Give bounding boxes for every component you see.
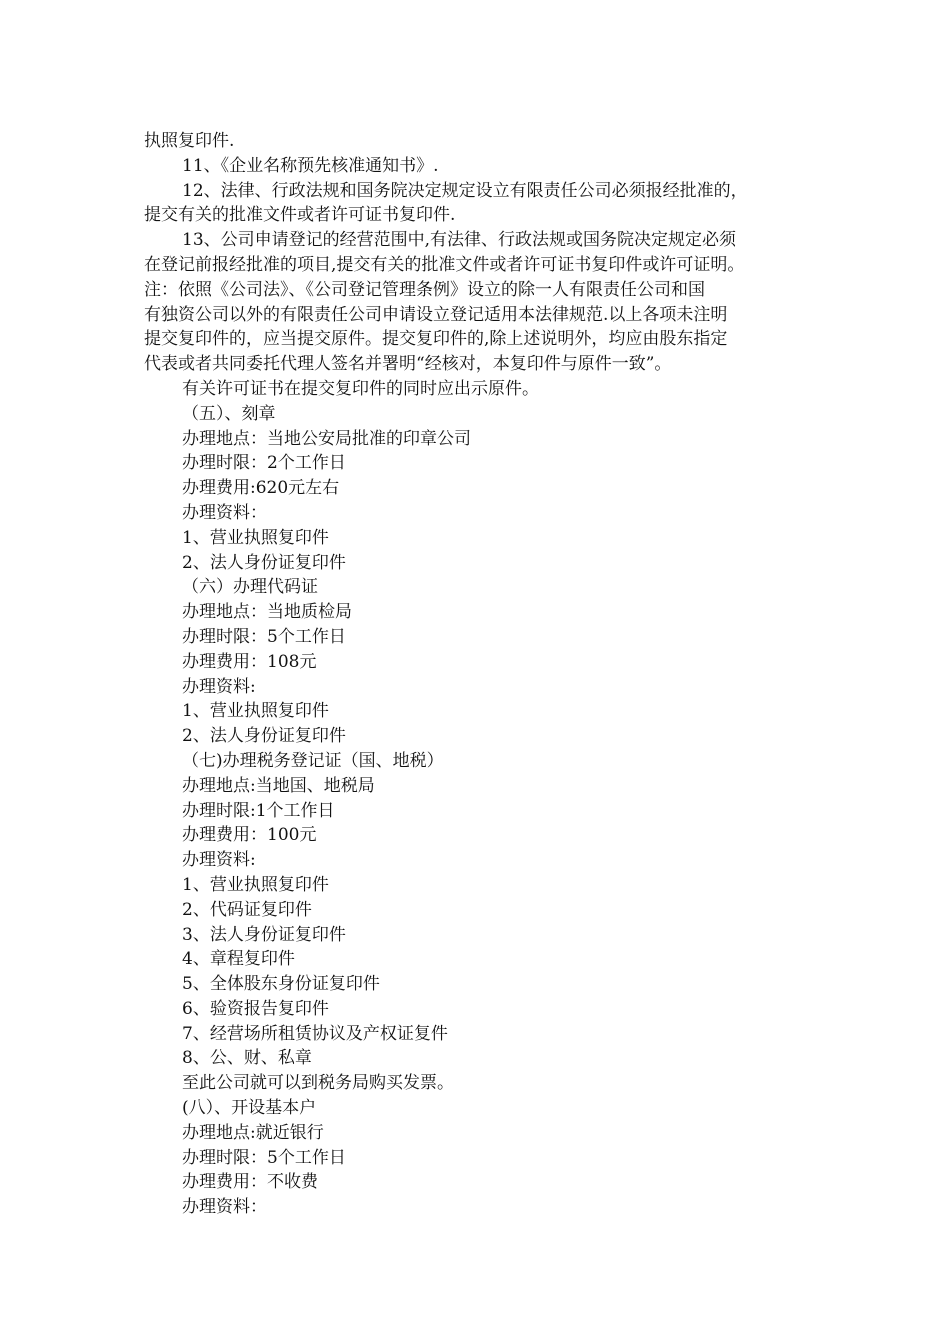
- text-line: 5、全体股东身份证复印件: [182, 974, 380, 995]
- text-line: 代表或者共同委托代理人签名并署明“经核对，本复印件与原件一致”。: [144, 354, 672, 375]
- text-line: 办理时限：5个工作日: [182, 626, 346, 647]
- text-line: 13、公司申请登记的经营范围中,有法律、行政法规或国务院决定规定必须: [182, 230, 737, 251]
- text-line: 办理地点：当地质检局: [182, 602, 352, 623]
- text-line: 8、公、财、私章: [182, 1048, 312, 1069]
- text-line: 办理时限：2个工作日: [182, 453, 346, 474]
- text-line: (八）、开设基本户: [182, 1098, 317, 1119]
- text-line: 7、经营场所租赁协议及产权证复件: [182, 1023, 448, 1044]
- text-line: 执照复印件.: [144, 131, 235, 151]
- text-line: 办理费用:620元左右: [182, 478, 340, 499]
- text-line: 有独资公司以外的有限责任公司申请设立登记适用本法律规范.以上各项未注明: [144, 304, 728, 325]
- text-line: 1、营业执照复印件: [182, 874, 329, 895]
- text-line: 2、法人身份证复印件: [182, 726, 346, 747]
- text-line: 办理时限：5个工作日: [182, 1147, 346, 1168]
- text-line: 办理时限:1个工作日: [182, 800, 335, 821]
- text-line: 2、法人身份证复印件: [182, 552, 346, 573]
- text-line: 1、营业执照复印件: [182, 701, 329, 722]
- text-line: 1、营业执照复印件: [182, 527, 329, 548]
- text-line: 有关许可证书在提交复印件的同时应出示原件。: [182, 378, 539, 399]
- text-line: 2、代码证复印件: [182, 899, 312, 920]
- text-line: 4、章程复印件: [182, 949, 295, 970]
- document-body: [144, 129, 824, 1220]
- text-line: （七)办理税务登记证（国、地税）: [182, 750, 444, 771]
- text-line: 12、法律、行政法规和国务院决定规定设立有限责任公司必须报经批准的，: [182, 180, 748, 201]
- text-line: 3、法人身份证复印件: [182, 924, 346, 945]
- text-line: 提交有关的批准文件或者许可证书复印件.: [144, 205, 456, 226]
- text-line: 办理资料：: [182, 502, 267, 523]
- text-line: 注：依照《公司法》、《公司登记管理条例》设立的除一人有限责任公司和国: [144, 279, 705, 300]
- text-line: 办理费用：100元: [182, 825, 317, 846]
- text-line: 至此公司就可以到税务局购买发票。: [182, 1073, 454, 1094]
- text-line: 11、《企业名称预先核准通知书》.: [182, 155, 439, 176]
- text-line: 提交复印件的，应当提交原件。提交复印件的,除上述说明外，均应由股东指定: [144, 329, 728, 350]
- text-line: 办理地点:当地国、地税局: [182, 775, 375, 796]
- text-line: 办理资料:: [182, 676, 256, 697]
- text-line: （六）办理代码证: [182, 577, 318, 598]
- text-line: 办理资料：: [182, 1197, 267, 1218]
- text-line: 6、验资报告复印件: [182, 998, 329, 1019]
- text-line: （五）、刻章: [182, 403, 276, 424]
- text-line: 办理资料:: [182, 850, 256, 871]
- text-line: 办理地点:就近银行: [182, 1122, 324, 1143]
- text-line: 办理费用：108元: [182, 651, 317, 672]
- text-line: 办理费用：不收费: [182, 1172, 318, 1193]
- text-line: 在登记前报经批准的项目,提交有关的批准文件或者许可证书复印件或许可证明。: [144, 254, 745, 275]
- text-line: 办理地点：当地公安局批准的印章公司: [182, 428, 471, 449]
